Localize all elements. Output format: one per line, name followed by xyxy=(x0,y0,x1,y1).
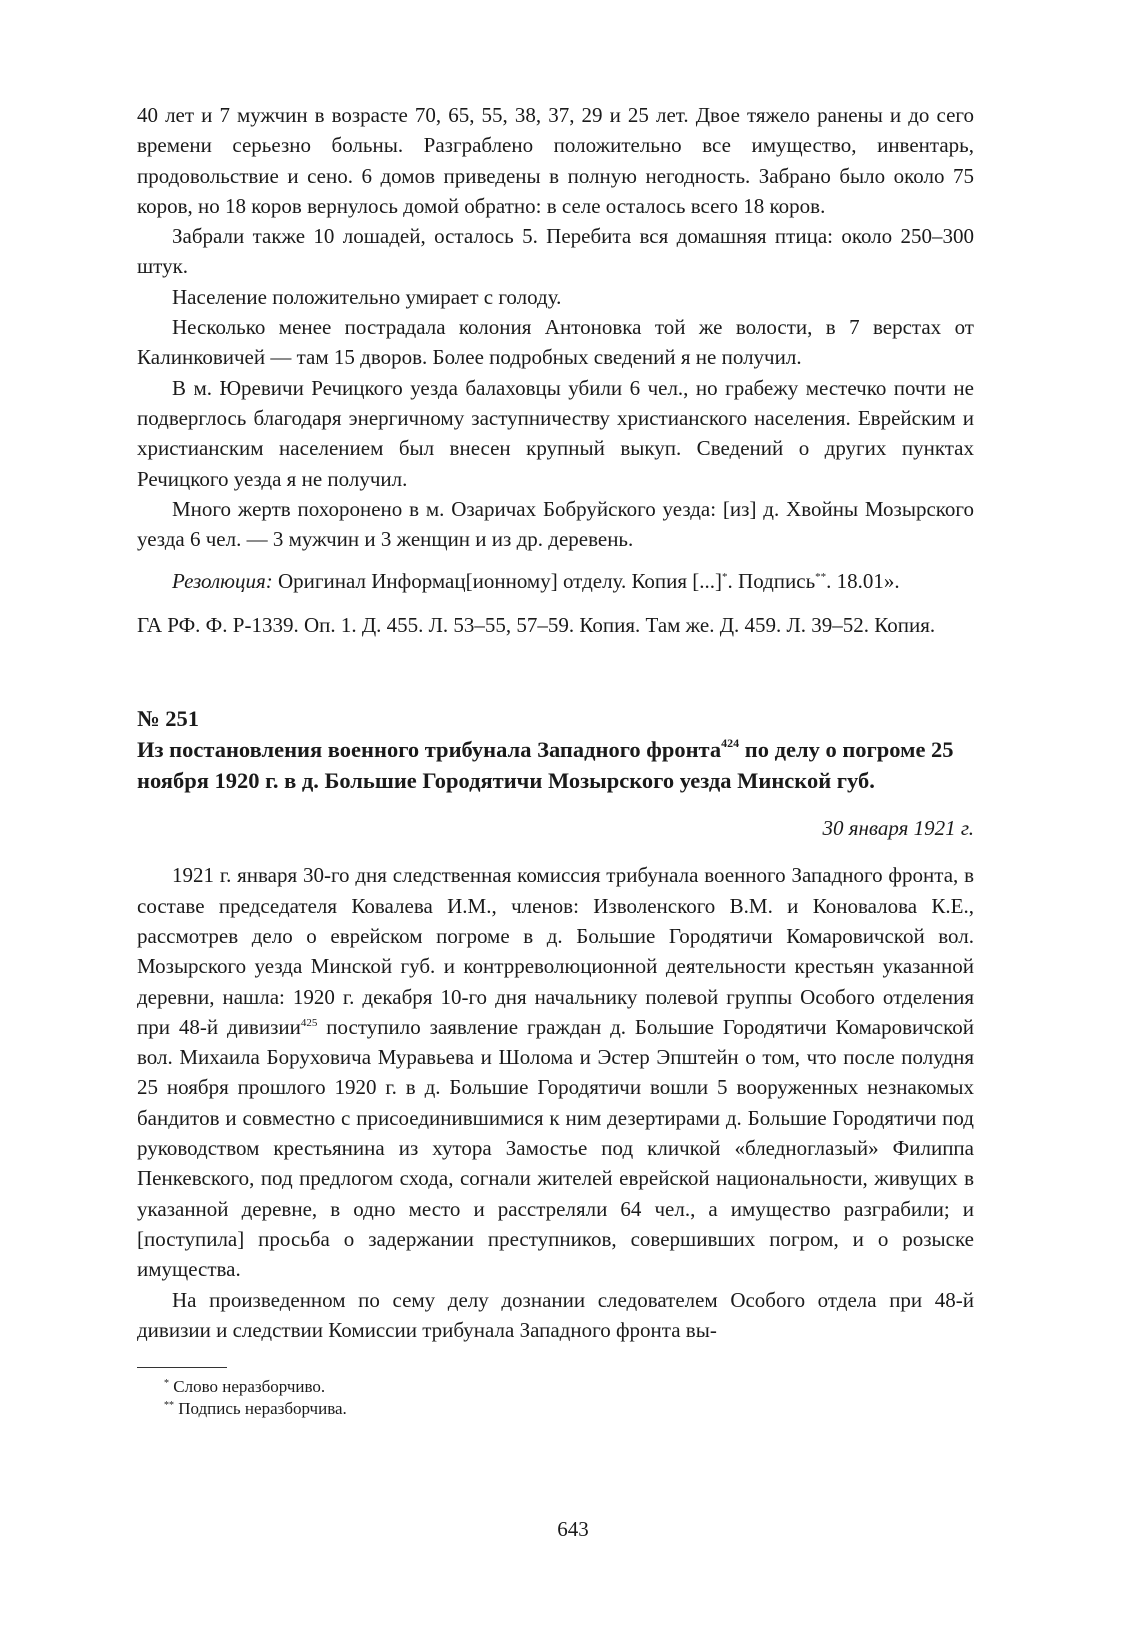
endnote-ref: 425 xyxy=(300,1016,318,1029)
document-date: 30 января 1921 г. xyxy=(822,816,974,841)
footnote-ref: ** xyxy=(815,571,827,584)
endnote-ref: 424 xyxy=(721,736,740,751)
archive-reference: ГА РФ. Ф. Р-1339. Оп. 1. Д. 455. Л. 53–55, 57–59. Копия. Там же. Д. 459. Л. 39–52. Копия. xyxy=(137,612,936,637)
footnote-divider xyxy=(137,1367,227,1368)
resolution-note: Резолюция: Оригинал Информац[ионному] отделу. Копия [...]*. Подпись**. 18.01». xyxy=(172,569,900,594)
page-number: 643 xyxy=(557,1517,589,1541)
resolution-label: Резолюция: xyxy=(172,569,273,594)
body-paragraph: 1921 г. января 30-го дня следственная комиссия трибунала военного Западного фронта, в составе председателя Ковалева И.М., членов: Изволенского В.М. и Коновалова К.Е., рассмотрев дело о еврейском погроме в д. Большие Городятичи Комаровичской вол. Мозырского уезда Минской губ. и контрреволюционной деятельности крестьян указанной деревни, нашла: 1920 г. декабря 10-го дня начальнику полевой группы Особого отделения при 48-й дивизии$^{425}$ поступило заявление граждан д. Большие Городятичи Комаровичской вол. Михаила Боруховича Муравьева и Шолома и Эстер Эпштейн о том, что после полудня 25 ноября прошлого 1920 г. в д. Большие Городятичи вошли 5 вооруженных незнакомых бандитов и совместно с присоединившимися к ним дезертирами д. Большие Городятичи под руководством крестьянина из хутора Замостье под кличкой «бледноглазый» Филиппа Пенкевского, под предлогом схода, согнали жителей еврейской национальности, живущих в указанной деревне, в одно место и расстреляли 64 чел., а имущество разграбили; и [поступила] просьба о задержании преступников, совершивших погром, и о розыске имущества. xyxy=(137,863,974,1282)
document-title: Из постановления военного трибунала Западного фронта$^{424}$ по делу о погроме 25 ноября 1920 г. в д. Большие Городятичи Мозырского уезда Минской губ. xyxy=(137,736,954,794)
continuation-paragraph: В м. Юревичи Речицкого уезда балаховцы убили 6 чел., но грабежу местечко почти не подверглось благодаря энергичному заступничеству христианского населения. Еврейским и христианским населением был внесен крупный выкуп. Сведений о других пунктах Речицкого уезда я не получил. xyxy=(137,375,974,491)
continuation-paragraph: 40 лет и 7 мужчин в возрасте 70, 65, 55, 38, 37, 29 и 25 лет. Двое тяжело ранены и до сего времени серьезно больны. Разграблено положительно все имущество, инвентарь, продовольствие и сено. 6 домов приведены в полную негодность. Забрано было около 75 коров, но 18 коров вернулось домой обратно: в селе осталось всего 18 коров. xyxy=(137,103,974,218)
footnote: * Слово неразборчиво. xyxy=(164,1377,326,1397)
continuation-paragraph: Забрали также 10 лошадей, осталось 5. Перебита вся домашняя птица: около 250–300 штук. xyxy=(137,224,974,279)
continuation-paragraph: Население положительно умирает с голоду. xyxy=(172,284,562,309)
footnote-ref: * xyxy=(722,571,728,584)
footnote: ** Подпись неразборчива. xyxy=(164,1399,347,1419)
document-page xyxy=(137,100,974,1420)
document-number: № 251 xyxy=(137,706,199,732)
continuation-paragraph: Несколько менее пострадала колония Антоновка той же волости, в 7 верстах от Калинковичей — там 15 дворов. Более подробных сведений я не получил. xyxy=(137,315,974,370)
continuation-paragraph: Много жертв похоронено в м. Озаричах Бобруйского уезда: [из] д. Хвойны Мозырского уезда 6 чел. — 3 мужчин и 3 женщин и из др. деревень. xyxy=(137,496,974,552)
body-paragraph: На произведенном по сему делу дознании следователем Особого отдела при 48-й дивизии и следствии Комиссии трибунала Западного фронта вы- xyxy=(137,1287,974,1342)
